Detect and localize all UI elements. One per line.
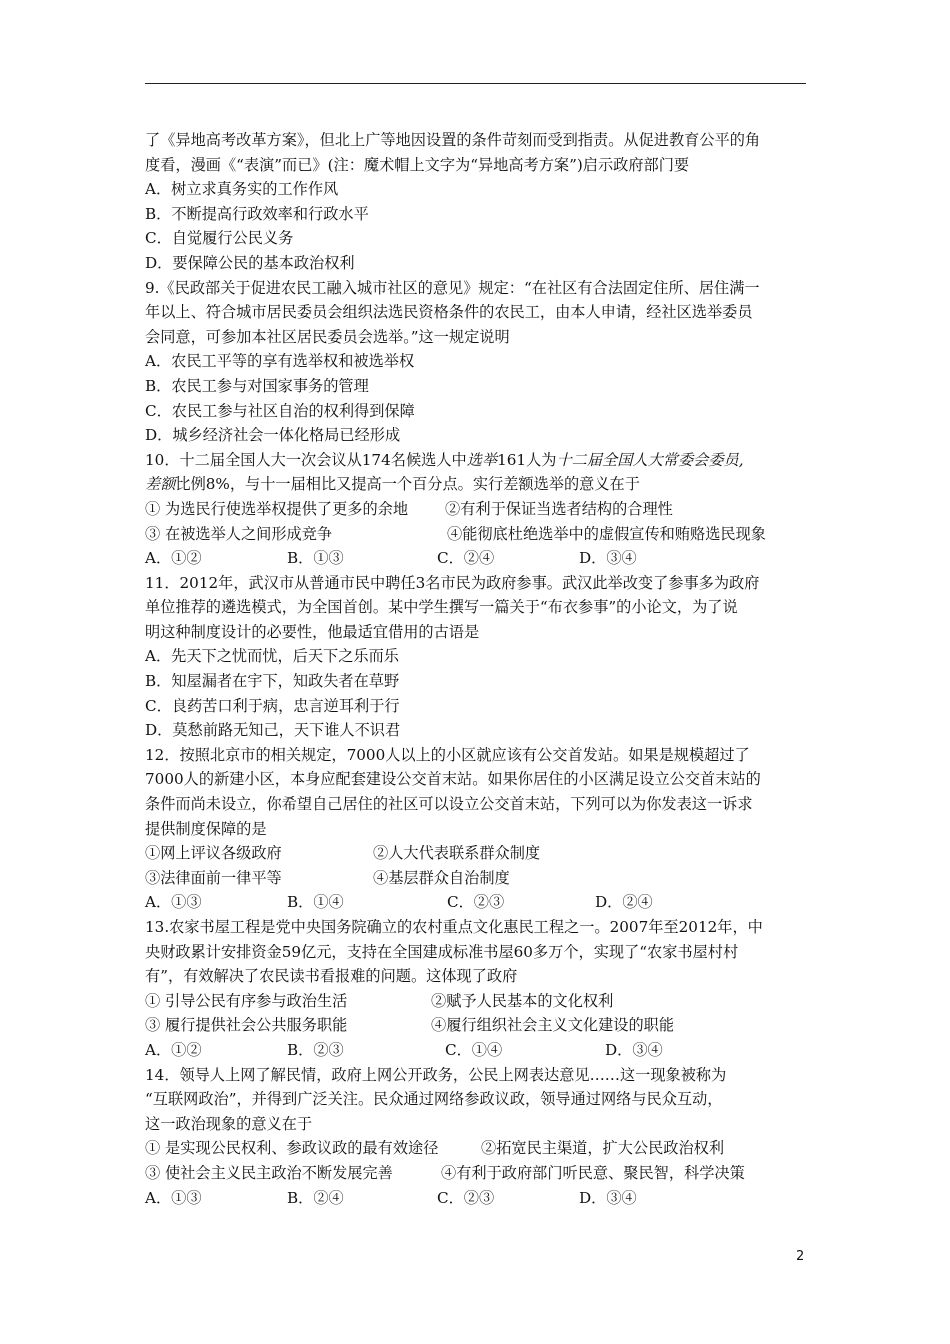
q11-stem-line-1: 11．2012年，武汉市从普通市民中聘任3名市民为政府参事。武汉此举改变了参事多为政府 — [145, 573, 760, 592]
q13-stem-line-2: 央财政累计安排资金59亿元，支持在全国建成标准书屋60多万个，实现了“农家书屋村村 — [145, 942, 739, 961]
q14-item-4: ④有利于政府部门听民意、聚民智，科学决策 — [441, 1163, 745, 1182]
q13-choice-b: B．②③ — [287, 1040, 344, 1059]
q10-stem-text: 比例8%，与十一届相比又提高一个百分点。实行差额选举的意义在于 — [175, 475, 640, 494]
q12-choices — [145, 890, 810, 915]
q10-choice-d: D．③④ — [579, 549, 637, 568]
q10-item-2: ②有利于保证当选者结构的合理性 — [445, 499, 673, 518]
q13-choices — [145, 1038, 810, 1063]
q9-option-d: D．城乡经济社会一体化格局已经形成 — [145, 426, 401, 445]
q11-stem-line-2: 单位推荐的遴选模式，为全国首创。某中学生撰写一篇关于“布衣参事”的小论文，为了说 — [145, 598, 738, 617]
q8-option-d: D．要保障公民的基本政治权利 — [145, 253, 355, 272]
q8-option-b: B．不断提高行政效率和行政水平 — [145, 204, 369, 223]
q12-item-1: ①网上评议各级政府 — [145, 844, 282, 863]
q12-stem-line-4: 提供制度保障的是 — [145, 819, 267, 838]
q12-choice-d: D．②④ — [595, 893, 653, 912]
q9-option-a: A．农民工平等的享有选举权和被选举权 — [145, 352, 415, 371]
q14-items-row-1 — [145, 1136, 810, 1161]
page-number: 2 — [796, 1249, 805, 1264]
q12-items-row-1 — [145, 841, 810, 866]
q14-stem-line-1: 14．领导人上网了解民情，政府上网公开政务，公民上网表达意见……这一现象被称为 — [145, 1065, 727, 1084]
q14-item-1: ① 是实现公民权利、参政议政的最有效途径 — [145, 1139, 439, 1158]
q8-option-a: A．树立求真务实的工作作风 — [145, 180, 339, 199]
q11-option-a: A．先天下之忧而忧，后天下之乐而乐 — [145, 647, 399, 666]
q10-item-4: ④能彻底杜绝选举中的虚假宣传和贿赂选民现象 — [447, 524, 766, 543]
q14-stem-line-2: “互联网政治”，并得到广泛关注。民众通过网络参政议政，领导通过网络与民众互动， — [145, 1090, 723, 1109]
q14-stem-line-3: 这一政治现象的意义在于 — [145, 1114, 313, 1133]
q11-option-c: C．良药苦口利于病，忠言逆耳利于行 — [145, 696, 400, 715]
q13-choice-a: A．①② — [145, 1040, 202, 1059]
q12-stem-line-3: 条件而尚未设立，你希望自己居住的社区可以设立公交首末站，下列可以为你发表这一诉求 — [145, 795, 753, 814]
q8-option-c: C．自觉履行公民义务 — [145, 229, 294, 248]
q13-stem-line-3: 有”，有效解决了农民读书看报难的问题。这体现了政府 — [145, 967, 518, 986]
q11-option-d: D．莫愁前路无知己，天下谁人不识君 — [145, 721, 401, 740]
q12-stem-line-2: 7000人的新建小区，本身应配套建设公交首末站。如果你居住的小区满足设立公交首末站的 — [145, 770, 761, 789]
q10-choice-b: B．①③ — [287, 549, 344, 568]
q13-choice-c: C．①④ — [445, 1040, 503, 1059]
q10-choices — [145, 546, 810, 571]
q12-stem-line-1: 12．按照北京市的相关规定，7000人以上的小区就应该有公交首发站。如果是规模超过了 — [145, 745, 750, 764]
q13-item-1: ① 引导公民有序参与政治生活 — [145, 991, 348, 1010]
q9-stem-line-1: 9.《民政部关于促进农民工融入城市社区的意见》规定：“在社区有合法固定住所、居住满一 — [145, 278, 760, 297]
q10-stem-text: 10．十二届全国人大一次会议从174名候选人中 — [145, 450, 467, 469]
q10-stem-line-1 — [145, 448, 810, 473]
q12-choice-b: B．①④ — [287, 893, 344, 912]
q10-item-3: ③ 在被选举人之间形成竞争 — [145, 524, 333, 543]
q10-choice-a: A．①② — [145, 549, 202, 568]
q10-stem-line-2 — [145, 472, 810, 497]
q13-choice-d: D．③④ — [605, 1040, 663, 1059]
q9-stem-line-3: 会同意，可参加本社区居民委员会选举。”这一规定说明 — [145, 327, 510, 346]
q13-stem-line-1: 13.农家书屋工程是党中央国务院确立的农村重点文化惠民工程之一。2007年至2012年，中 — [145, 918, 763, 936]
q14-items-row-2 — [145, 1161, 810, 1186]
q14-item-2: ②拓宽民主渠道，扩大公民政治权利 — [481, 1139, 724, 1158]
q14-choice-b: B．②④ — [287, 1188, 344, 1207]
q14-choice-a: A．①③ — [145, 1188, 202, 1207]
q14-choice-d: D．③④ — [579, 1188, 637, 1207]
q12-item-3: ③法律面前一律平等 — [145, 868, 282, 887]
q10-stem-text: 161人为 — [497, 450, 557, 469]
q8-stem-line-1: 了《异地高考改革方案》，但北上广等地因设置的条件苛刻而受到指责。从促进教育公平的角 — [145, 131, 761, 149]
q9-option-b: B．农民工参与对国家事务的管理 — [145, 376, 369, 395]
q10-items-row-2 — [145, 522, 810, 547]
q9-option-c: C．农民工参与社区自治的权利得到保障 — [145, 401, 415, 420]
q12-items-row-2 — [145, 866, 810, 891]
q10-italic-term: 差额 — [145, 475, 176, 494]
q10-items-row-1 — [145, 497, 810, 522]
exam-page-content — [145, 128, 810, 1210]
q10-italic-term: 选举 — [466, 450, 498, 469]
q14-item-3: ③ 使社会主义民主政治不断发展完善 — [145, 1163, 393, 1182]
q11-stem-line-3: 明这种制度设计的必要性，他最适宜借用的古语是 — [145, 622, 480, 641]
q10-italic-term: 十二届全国人大常委会委员, — [556, 450, 744, 469]
q10-item-1: ① 为选民行使选举权提供了更多的余地 — [145, 499, 409, 518]
q12-choice-a: A．①③ — [145, 893, 202, 912]
q11-option-b: B．知屋漏者在宇下，知政失者在草野 — [145, 672, 400, 691]
q10-choice-c: C．②④ — [437, 549, 495, 568]
q9-stem-line-2: 年以上、符合城市居民委员会组织法选民资格条件的农民工，由本人申请，经社区选举委员 — [145, 303, 753, 322]
q13-items-row-2 — [145, 1013, 810, 1038]
q13-items-row-1 — [145, 989, 810, 1014]
q14-choice-c: C．②③ — [437, 1188, 495, 1207]
q13-item-4: ④履行组织社会主义文化建设的职能 — [431, 1016, 674, 1035]
q14-choices — [145, 1186, 810, 1211]
q12-choice-c: C．②③ — [447, 893, 505, 912]
q12-item-4: ④基层群众自治制度 — [373, 868, 510, 887]
q13-item-2: ②赋予人民基本的文化权利 — [431, 991, 614, 1010]
q13-item-3: ③ 履行提供社会公共服务职能 — [145, 1016, 348, 1035]
header-rule — [145, 83, 806, 84]
q8-stem-line-2: 度看，漫画《“表演”而已》(注：魔术帽上文字为“异地高考方案”)启示政府部门要 — [145, 155, 690, 174]
q12-item-2: ②人大代表联系群众制度 — [373, 844, 541, 863]
